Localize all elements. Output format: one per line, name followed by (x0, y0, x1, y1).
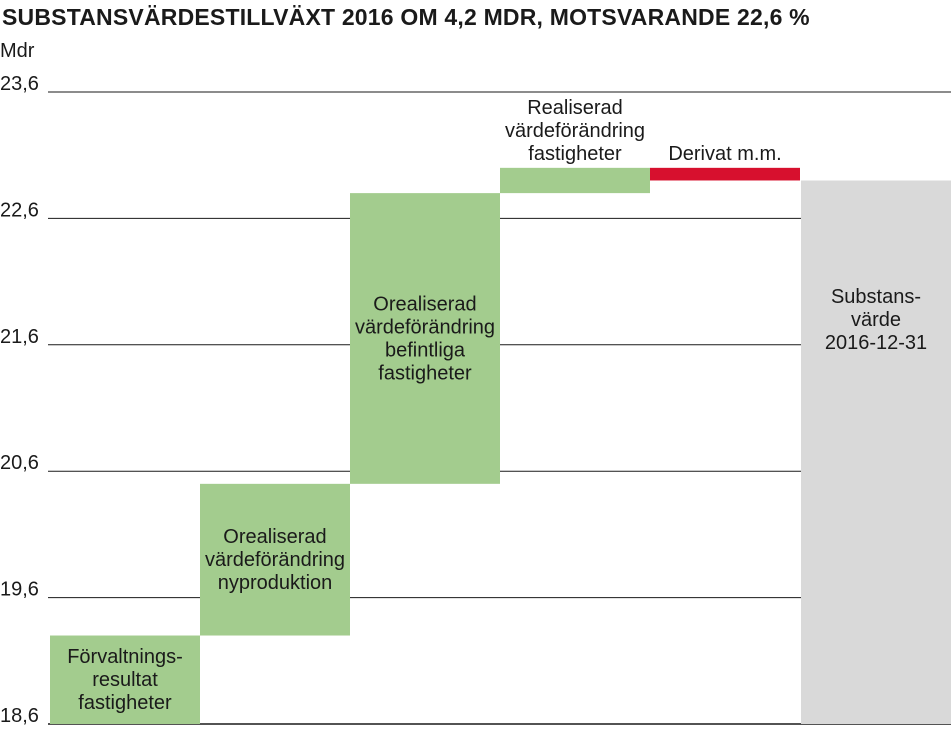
y-tick-label: 23,6 (0, 73, 39, 95)
bar-label-line: Substans- (830, 285, 922, 308)
bar-label-line: nyproduktion (217, 572, 333, 595)
bar-label-line: värdeförändring (204, 549, 346, 572)
y-axis (0, 40, 39, 727)
decrease-bar (650, 168, 800, 181)
bar-label-line: värde (850, 308, 902, 331)
bar-label (668, 143, 781, 165)
bars (50, 168, 951, 724)
y-tick-label: 18,6 (0, 705, 39, 727)
total-bar (801, 180, 951, 724)
y-axis-unit-label: Mdr (0, 40, 35, 62)
y-tick-label: 21,6 (0, 325, 39, 348)
bar-label-line: Realiserad (527, 96, 623, 119)
bar-label (205, 526, 345, 594)
increase-bar (500, 168, 650, 193)
bar-label (505, 97, 645, 165)
chart-title: SUBSTANSVÄRDESTILLVÄXT 2016 OM 4,2 MDR, MOTSVARANDE 22,6 % (2, 4, 810, 30)
bar-label-line: 2016-12-31 (824, 331, 928, 354)
bar-label-line: resultat (92, 669, 158, 692)
y-tick-label: 22,6 (0, 199, 39, 222)
bar-label-line: Derivat m.m. (668, 142, 782, 165)
bar-label-line: värdeförändring (504, 119, 646, 142)
bar-label-line: Förvaltnings- (67, 646, 183, 669)
y-tick-label: 20,6 (0, 452, 39, 475)
bar-label-line: befintliga (384, 339, 466, 362)
bar-label-line: Orealiserad (223, 526, 327, 549)
bar-label-line: fastigheter (78, 692, 172, 715)
bar-label-line: fastigheter (378, 362, 472, 385)
bar-label-line: fastigheter (528, 142, 622, 165)
bar-label-line: Orealiserad (373, 293, 477, 316)
y-tick-label: 19,6 (0, 578, 39, 601)
bar-label-line: värdeförändring (354, 316, 496, 339)
